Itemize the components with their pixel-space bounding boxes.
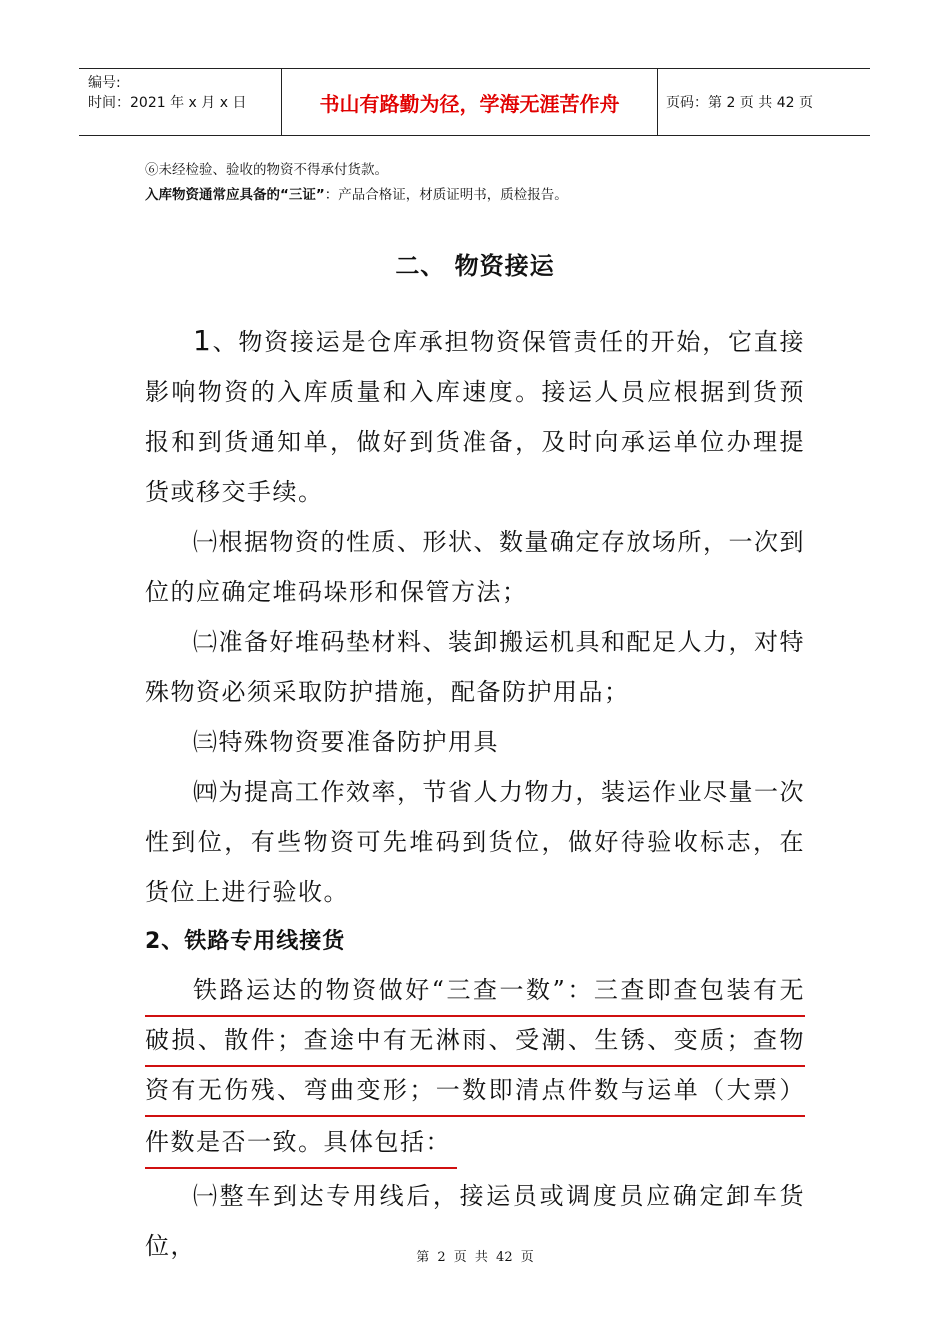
paragraph-last: ㈠整车到达专用线后，接运员或调度员应确定卸车货位， [145, 1182, 805, 1260]
note-line-1: ⑥未经检验、验收的物资不得承付货款。 [145, 162, 388, 178]
header-motto: 书山有路勤为径，学海无涯苦作舟 [282, 69, 658, 135]
header-page-info: 页码：第 2 页 共 42 页 [666, 95, 813, 111]
note-three-certificates-text: ：产品合格证，材质证明书，质检报告。 [324, 187, 568, 203]
paragraph-2: ㈠根据物资的性质、形状、数量确定存放场所，一次到位的应确定堆码垛形和保管方法； [145, 528, 805, 606]
page-footer: 第 2 页 共 42 页 [416, 1250, 534, 1265]
paragraph-1-number: 1 [193, 324, 213, 357]
paragraph-5: ㈣为提高工作效率，节省人力物力，装运作业尽量一次性到位，有些物资可先堆码到货位，做好待验收标志，在货位上进行验收。 [145, 778, 805, 906]
paragraph-1-text: 、物资接运是仓库承担物资保管责任的开始，它直接影响物资的入库质量和入库速度。接运人员应根据到货预报和到货通知单，做好到货准备，及时向承运单位办理提货或移交手续。 [145, 328, 805, 506]
underlined-line-3: 资有无伤残、弯曲变形；一数即清点件数与运单（大票） [145, 1067, 805, 1117]
main-body [145, 316, 805, 1271]
underlined-line-1: 铁路运达的物资做好“三查一数”：三查即查包装有无 [145, 967, 805, 1017]
page-header [79, 68, 870, 136]
paragraph-3: ㈡准备好堆码垫材料、装卸搬运机具和配足人力，对特殊物资必须采取防护措施，配备防护用品； [145, 628, 805, 706]
document-date: 时间：2021 年 x 月 x 日 [88, 95, 247, 111]
section-title: 二、 物资接运 [395, 252, 555, 280]
underlined-line-4: 件数是否一致。具体包括： [145, 1119, 457, 1169]
underlined-line-2: 破损、散件；查途中有无淋雨、受潮、生锈、变质；查物 [145, 1017, 805, 1067]
paragraph-4: ㈢特殊物资要准备防护用具 [193, 728, 499, 756]
header-info-cell [79, 69, 282, 135]
note-line-2 [145, 185, 568, 205]
document-number-label: 编号: [88, 75, 121, 91]
underlined-passage [145, 967, 805, 1169]
paragraph-1 [145, 316, 805, 517]
subheading-railway: 2、铁路专用线接货 [145, 929, 346, 954]
note-three-certificates-label: 入库物资通常应具备的“三证” [145, 187, 325, 203]
